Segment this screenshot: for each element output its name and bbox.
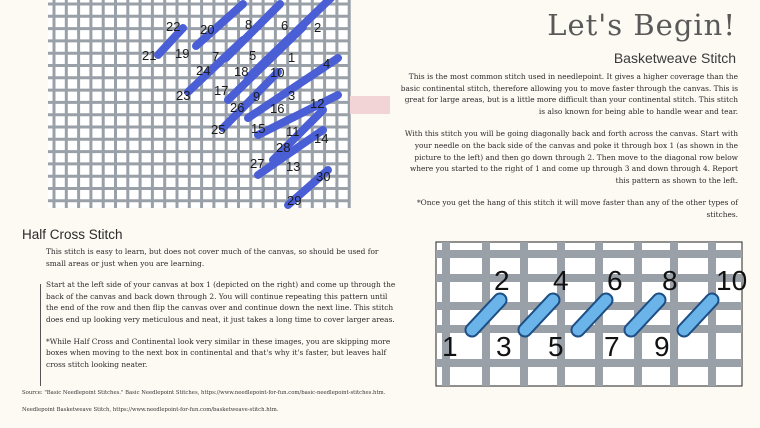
- stitch-number-label: 9: [253, 89, 261, 104]
- stitch-number-label: 18: [234, 64, 249, 79]
- stitch-number-label: 6: [607, 265, 623, 296]
- stitch-number-label: 7: [604, 331, 620, 362]
- stitch-number-label: 29: [287, 193, 302, 208]
- stitch-number-label: 27: [250, 156, 265, 171]
- stitch-number-label: 22: [166, 19, 181, 34]
- stitch-number-label: 23: [176, 88, 191, 103]
- half-cross-paragraph: This stitch is easy to learn, but does not cover much of the canvas, so should be used for small areas or just when you are learning.: [46, 247, 379, 268]
- stitch-number-label: 7: [212, 49, 220, 64]
- stitch-number-label: 4: [553, 265, 569, 296]
- stitch-number-label: 1: [442, 331, 458, 362]
- basketweave-paragraph: *Once you get the hang of this stitch it will move faster than any of the other types of stitches.: [416, 198, 738, 219]
- stitch-number-label: 2: [314, 20, 322, 35]
- stitch-number-label: 5: [249, 48, 257, 63]
- stitch-number-label: 17: [214, 83, 229, 98]
- stitch-number-label: 28: [276, 140, 291, 155]
- stitch-number-label: 5: [548, 331, 564, 362]
- stitch-number-label: 24: [196, 63, 211, 78]
- basketweave-paragraph: With this stitch you will be going diagonally back and forth across the canvas. Start with your needle on the back side of the canvas and poke it through box 1 (as shown in the picture to the left) and then go down through 2. Then move to the diagonal row below where you started to the right of 1 and come up through 3 and down through 4. Report this pattern as shown to the left.: [404, 129, 738, 185]
- stitch-number-label: 10: [716, 265, 748, 296]
- pink-tab-decoration: [350, 96, 390, 114]
- basketweave-paragraph: This is the most common stitch used in needlepoint. It gives a higher coverage than the basic continental stitch, therefore allowing you to move faster through the canvas. This is great for large areas, but is a little more difficult than your continental stitch. This stitch is also known for being able to handle wear and tear.: [400, 72, 738, 116]
- sources: [22, 389, 442, 423]
- stitch-number-label: 13: [286, 159, 301, 174]
- stitch-number-label: 21: [142, 48, 157, 63]
- stitch-number-label: 12: [310, 96, 325, 111]
- stitch-number-label: 2: [494, 265, 510, 296]
- stitch-number-label: 30: [316, 169, 331, 184]
- half-cross-diagram: [436, 242, 748, 386]
- stitch-number-label: 4: [323, 56, 331, 71]
- stitch-number-label: 14: [314, 131, 329, 146]
- stitch-number-label: 9: [654, 331, 670, 362]
- source-citation: Needlepoint Basketweave Stitch, https://www.needlepoint-for-fun.com/basketweave-stitch.htm.: [22, 407, 279, 413]
- basketweave-diagram: [48, 0, 350, 208]
- stitch-number-label: 25: [211, 122, 226, 137]
- basketweave-heading: Basketweave Stitch: [613, 50, 736, 66]
- stitch-number-label: 1: [288, 50, 296, 65]
- stitch-number-label: 19: [175, 46, 190, 61]
- stitch-number-label: 6: [281, 18, 289, 33]
- stitch-number-label: 3: [288, 88, 296, 103]
- page-title: Let's Begin!: [547, 8, 736, 42]
- half-cross-description: [46, 246, 396, 380]
- half-cross-paragraph: Start at the left side of your canvas at box 1 (depicted on the right) and come up through the back of the canvas and back down through 2. You will continue repeating this pattern until the end of the row and then flip the canvas over and continue down the next line. This stitch does end up looking very meticulous and neat, it just takes a long time to cover larger areas.: [46, 280, 396, 324]
- stitch-number-label: 20: [200, 22, 215, 37]
- half-cross-heading: Half Cross Stitch: [22, 227, 123, 242]
- source-citation: Source: "Basic Needlepoint Stitches." Basic Needlepoint Stitches, https://www.needlepoint-for-fun.com/basic-needlepoint-stitches.htm.: [22, 390, 386, 396]
- stitch-number-label: 3: [496, 331, 512, 362]
- stitch-number-label: 8: [245, 17, 253, 32]
- stitch-number-label: 16: [270, 101, 285, 116]
- stitch-number-label: 15: [251, 121, 266, 136]
- basketweave-description: [398, 71, 738, 232]
- stitch-number-label: 10: [270, 65, 285, 80]
- half-cross-paragraph: *While Half Cross and Continental look very similar in these images, you are skipping more boxes when moving to the next box in continental and that's why it's faster, but leaves half cross stitch looking neater.: [46, 336, 391, 369]
- vertical-divider: [40, 284, 41, 386]
- stitch-number-label: 8: [662, 265, 678, 296]
- stitch-number-label: 26: [230, 100, 245, 115]
- stitch-number-label: 11: [286, 124, 300, 139]
